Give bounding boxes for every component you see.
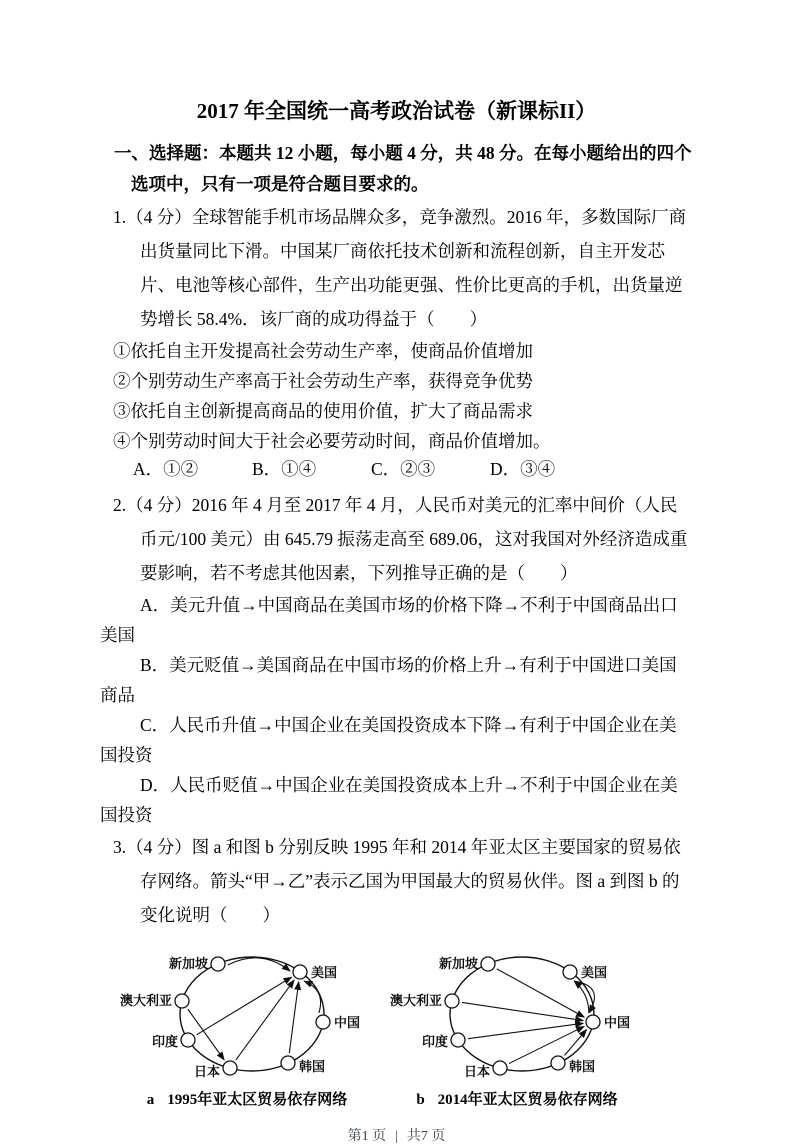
- country-node: [563, 965, 577, 979]
- trade-arrow: [462, 1002, 583, 1020]
- question-1-statement-1: ①依托自主开发提高社会劳动生产率，使商品价值增加: [113, 341, 533, 361]
- figure-a-caption-text: 1995年亚太区贸易依存网络: [167, 1092, 348, 1108]
- country-node: [223, 1061, 237, 1075]
- question-1-choice-b: B．①④: [252, 459, 317, 479]
- question-2-choice-c: C．人民币升值→中国企业在美国投资成本下降→有利于中国企业在美国投资: [100, 715, 677, 765]
- question-1-choice-d: D．③④: [490, 459, 556, 479]
- question-2-choice-a: A．美元升值→中国商品在美国市场的价格下降→不利于中国商品出口美国: [100, 595, 678, 645]
- country-label: 新加坡: [438, 956, 478, 971]
- question-1-statement-2: ②个别劳动生产率高于社会劳动生产率，获得竞争优势: [113, 371, 533, 391]
- figure-b-caption: [382, 1088, 652, 1109]
- country-label: 中国: [334, 1015, 361, 1030]
- footer-page-number: 第1 页: [347, 1129, 387, 1144]
- trade-arrow: [289, 982, 298, 1053]
- country-label: 美国: [581, 965, 608, 980]
- question-1-stem: 1.（4 分）全球智能手机市场品牌众多，竞争激烈。2016 年，多数国际厂商出货量同比下滑。中国某厂商依托技术创新和流程创新，自主开发芯片、电池等核心部件，生产出功能更强、性价比更高的手机，出货量逆势增长 58.4%．该厂商的成功得益于（ ）: [113, 207, 687, 329]
- trade-network-diagram-2014: [382, 938, 652, 1086]
- figure-b-letter: b: [416, 1092, 425, 1108]
- trade-arrow: [304, 981, 320, 1013]
- question-1-choice-c: C．②③: [371, 459, 436, 479]
- country-label: 澳大利亚: [119, 993, 172, 1008]
- country-label: 印度: [421, 1034, 448, 1049]
- trade-network-figures: [112, 938, 693, 1109]
- footer-total-pages: 共7 页: [406, 1129, 446, 1144]
- footer-separator: |: [395, 1129, 398, 1144]
- country-node: [181, 1033, 195, 1047]
- figure-b-caption-text: 2014年亚太区贸易依存网络: [437, 1092, 618, 1108]
- country-node: [445, 994, 459, 1008]
- country-label: 澳大利亚: [389, 993, 442, 1008]
- trade-arrow: [574, 981, 589, 1013]
- country-label: 韩国: [299, 1059, 326, 1074]
- page-title: 2017 年全国统一高考政治试卷（新课标II）: [196, 99, 597, 123]
- question-1: [100, 200, 693, 482]
- question-1-choice-row: [133, 456, 693, 482]
- question-1-statement-3: ③依托自主创新提高商品的使用价值，扩大了商品需求: [113, 401, 533, 421]
- page-footer: [100, 1125, 693, 1145]
- country-node: [451, 1033, 465, 1047]
- question-3-stem: 3.（4 分）图 a 和图 b 分别反映 1995 年和 2014 年亚太区主要国家的贸易依存网络。箭头“甲→乙”表示乙国为甲国最大的贸易伙伴。图 a 到图 b 的变化说明（ ）: [113, 837, 681, 925]
- country-node: [493, 1061, 507, 1075]
- country-node: [316, 1015, 330, 1029]
- country-label: 日本: [463, 1064, 490, 1079]
- country-node: [293, 965, 307, 979]
- question-3: [100, 830, 693, 1109]
- country-label: 中国: [604, 1015, 631, 1030]
- country-label: 美国: [311, 965, 338, 980]
- country-node: [281, 1056, 295, 1070]
- country-node: [175, 994, 189, 1008]
- figure-a-letter: a: [146, 1092, 155, 1108]
- trade-arrow: [236, 980, 294, 1060]
- question-2-choice-d: D．人民币贬值→中国企业在美国投资成本上升→不利于中国企业在美国投资: [100, 775, 678, 825]
- country-node: [586, 1015, 600, 1029]
- country-node: [211, 957, 225, 971]
- country-label: 日本: [193, 1064, 220, 1079]
- question-2-stem: 2.（4 分）2016 年 4 月至 2017 年 4 月，人民币对美元的汇率中间价（人民币元/100 美元）由 645.79 振荡走高至 689.06，这对我国对外经济造成重要影响，若不考虑其他因素，下列推导正确的是（ ）: [113, 495, 688, 583]
- figure-b: [382, 938, 652, 1109]
- country-node: [481, 957, 495, 971]
- question-2: [100, 488, 693, 830]
- question-1-choice-a: A．①②: [133, 459, 199, 479]
- country-label: 韩国: [569, 1059, 596, 1074]
- figure-a-caption: [112, 1088, 382, 1109]
- question-1-statement-4: ④个别劳动时间大于社会必要劳动时间，商品价值增加。: [113, 431, 551, 451]
- country-node: [551, 1056, 565, 1070]
- country-label: 印度: [151, 1034, 178, 1049]
- country-label: 新加坡: [168, 956, 208, 971]
- trade-arrow: [228, 958, 290, 971]
- question-2-choice-b: B．美元贬值→美国商品在中国市场的价格上升→有利于中国进口美国商品: [100, 655, 677, 705]
- trade-arrow: [197, 977, 292, 1035]
- trade-network-diagram-1995: [112, 938, 382, 1086]
- section-header: 一、选择题：本题共 12 小题，每小题 4 分，共 48 分。在每小题给出的四个选项中，只有一项是符合题目要求的。: [114, 143, 692, 194]
- trade-arrow: [468, 1023, 583, 1038]
- figure-a: [112, 938, 382, 1109]
